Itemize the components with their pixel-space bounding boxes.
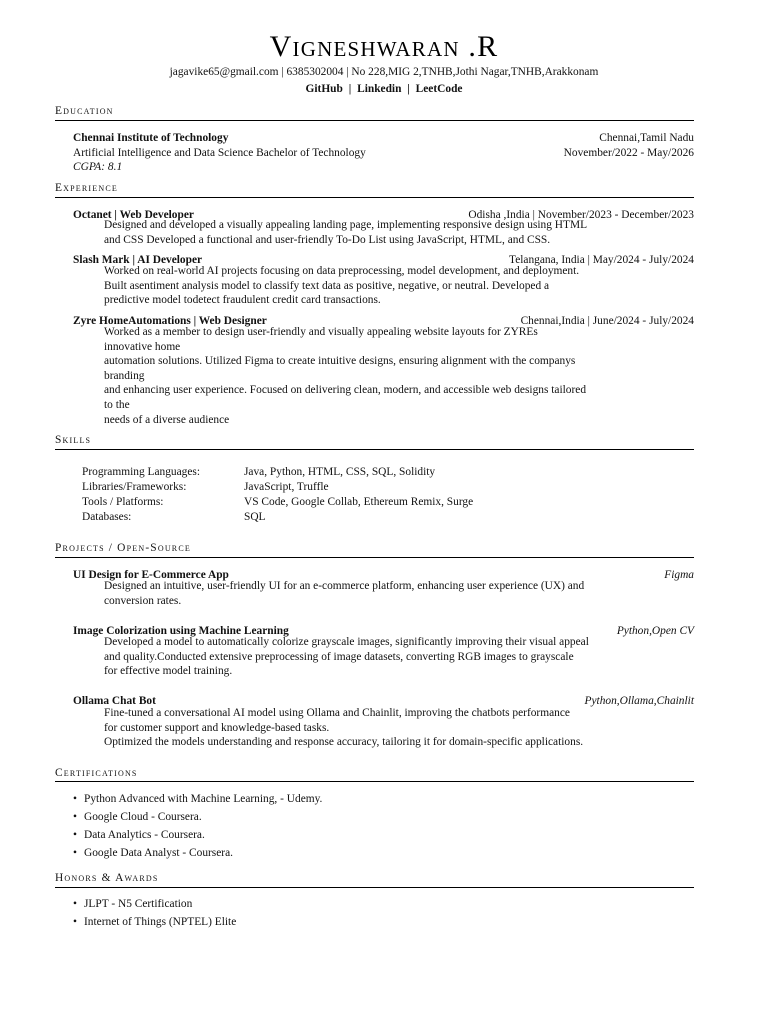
certification-text: Google Data Analyst - Coursera.: [84, 847, 233, 859]
experience-heading: Experience: [55, 182, 118, 194]
project-name: Ollama Chat Bot: [73, 695, 156, 707]
description-line: and CSS Developed a functional and user-friendly To-Do List using JavaScript, HTML, and CSS.: [104, 233, 551, 246]
description-line: and enhancing user experience. Focused on delivering clean, modern, and accessible web designs tailored: [104, 384, 587, 397]
bullet-icon: •: [73, 847, 77, 859]
experience-meta: Odisha ,India | November/2023 - December/2023: [468, 209, 694, 221]
section-divider: [55, 449, 694, 450]
experience-description: [104, 264, 694, 308]
education-dates: November/2022 - May/2026: [563, 147, 694, 159]
project-tech: Python,Open CV: [616, 625, 694, 637]
list-item: [73, 846, 322, 864]
description-line: predictive model todetect fraudulent credit card transactions.: [104, 294, 381, 307]
description-line: Designed and developed a visually appealing landing page, implementing responsive design using HTML: [104, 219, 588, 231]
project-tech: Python,Ollama,Chainlit: [584, 695, 694, 707]
project-tech: Figma: [664, 569, 694, 581]
list-item: [73, 897, 236, 915]
experience-role: Zyre HomeAutomations | Web Designer: [73, 315, 267, 327]
project-description: [104, 635, 694, 679]
link-separator: |: [407, 83, 410, 95]
description-line: for effective model training.: [104, 665, 233, 678]
description-line: Designed an intuitive, user-friendly UI for an e-commerce platform, enhancing user experience (UX) and: [104, 580, 585, 592]
experience-description: [104, 218, 694, 247]
link-separator: |: [348, 83, 352, 95]
description-line: to the: [104, 398, 130, 411]
candidate-name: Vigneshwaran .R: [269, 30, 499, 63]
description-line: Worked on real-world AI projects focusing on data preprocessing, model development, and deployment.: [104, 265, 580, 277]
description-line: for customer support and knowledge-based tasks.: [104, 721, 330, 734]
list-item: [73, 810, 322, 828]
description-line: innovative home: [104, 340, 181, 353]
skill-values: SQL: [244, 511, 266, 523]
honors-list: [73, 897, 236, 933]
bullet-icon: •: [73, 793, 77, 805]
skill-values: VS Code, Google Collab, Ethereum Remix, Surge: [244, 496, 474, 508]
linkedin-link[interactable]: Linkedin: [357, 83, 402, 95]
section-divider: [55, 557, 694, 558]
skill-category: Tools / Platforms:: [82, 496, 164, 508]
description-line: Built asentiment analysis model to classify text data as positive, negative, or neutral. Developed a: [104, 279, 550, 292]
section-divider: [55, 887, 694, 888]
experience-description: [104, 325, 694, 427]
description-line: Worked as a member to design user-friendly and visually appealing website layouts for ZYREs: [104, 326, 538, 338]
experience-role: Octanet | Web Developer: [73, 209, 194, 221]
bullet-icon: •: [73, 829, 77, 841]
cgpa: CGPA: 8.1: [73, 161, 123, 173]
description-line: automation solutions. Utilized Figma to create intuitive designs, ensuring alignment with the companys: [104, 355, 576, 368]
honor-text: JLPT - N5 Certification: [84, 898, 193, 910]
certification-text: Python Advanced with Machine Learning, - Udemy.: [84, 793, 323, 805]
skill-values: JavaScript, Truffle: [244, 481, 329, 493]
honors-heading: Honors & Awards: [55, 872, 159, 884]
certification-text: Google Cloud - Coursera.: [84, 811, 202, 823]
bullet-icon: •: [73, 898, 77, 910]
list-item: [73, 792, 322, 810]
certification-text: Data Analytics - Coursera.: [84, 829, 205, 841]
school-location: Chennai,Tamil Nadu: [599, 132, 694, 144]
skill-category: Databases:: [82, 511, 132, 523]
description-line: Optimized the models understanding and response accuracy, tailoring it for domain-specific applications.: [104, 736, 584, 749]
certifications-list: [73, 792, 322, 864]
skill-category: Libraries/Frameworks:: [82, 481, 187, 493]
description-line: conversion rates.: [104, 594, 182, 607]
projects-heading: Projects / Open-Source: [55, 542, 191, 554]
project-description: [104, 706, 694, 750]
certifications-heading: Certifications: [55, 767, 138, 779]
leetcode-link[interactable]: LeetCode: [415, 83, 463, 95]
degree: Artificial Intelligence and Data Science Bachelor of Technology: [73, 147, 366, 159]
experience-meta: Telangana, India | May/2024 - July/2024: [509, 254, 694, 266]
experience-meta: Chennai,India | June/2024 - July/2024: [520, 315, 694, 327]
skills-heading: Skills: [55, 434, 92, 446]
project-name: UI Design for E-Commerce App: [73, 569, 229, 581]
description-line: Developed a model to automatically colorize grayscale images, significantly improving their visual appeal: [104, 636, 589, 648]
description-line: branding: [104, 369, 145, 382]
education-heading: Education: [55, 105, 114, 117]
skill-category: Programming Languages:: [82, 466, 200, 478]
honor-text: Internet of Things (NPTEL) Elite: [84, 916, 237, 928]
school-name: Chennai Institute of Technology: [73, 132, 229, 144]
experience-role: Slash Mark | AI Developer: [73, 254, 203, 266]
contact-line: jagavike65@gmail.com | 6385302004 | No 228,MIG 2,TNHB,Jothi Nagar,TNHB,Arakkonam: [169, 66, 599, 78]
section-divider: [55, 120, 694, 121]
github-link[interactable]: GitHub: [305, 83, 343, 95]
profile-links: [0, 82, 768, 97]
section-divider: [55, 781, 694, 782]
list-item: [73, 828, 322, 846]
project-description: [104, 579, 694, 608]
description-line: and quality.Conducted extensive preprocessing of image datasets, converting RGB images to grayscale: [104, 650, 574, 663]
skill-values: Java, Python, HTML, CSS, SQL, Solidity: [244, 466, 436, 478]
description-line: needs of a diverse audience: [104, 413, 230, 426]
bullet-icon: •: [73, 811, 77, 823]
list-item: [73, 915, 236, 933]
description-line: Fine-tuned a conversational AI model using Ollama and Chainlit, improving the chatbots performance: [104, 707, 570, 719]
bullet-icon: •: [73, 916, 77, 928]
section-divider: [55, 197, 694, 198]
project-name: Image Colorization using Machine Learning: [73, 625, 289, 637]
